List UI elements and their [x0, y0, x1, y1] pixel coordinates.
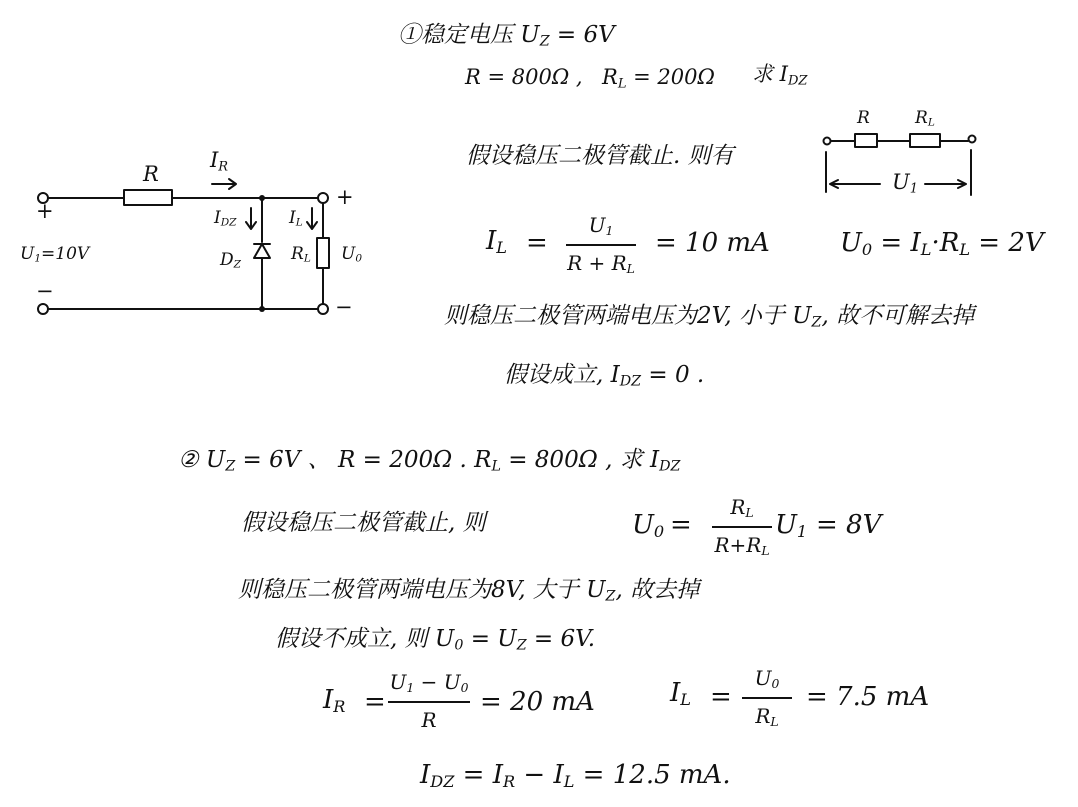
input-terminal-bottom	[38, 304, 48, 314]
part2-conclusion: 则稳压二极管两端电压为8V, 大于 $U_Z$, 故去掉	[238, 577, 700, 605]
part2-il-lhs: $I_L$	[670, 678, 691, 710]
part1-il-result: = 10 mA	[655, 228, 770, 258]
input-plus-sign: +	[36, 199, 54, 223]
zener-diode-symbol	[254, 244, 270, 258]
part2-il-result: = 7.5 mA	[806, 682, 930, 712]
input-voltage-label: $U_1=10V$	[20, 244, 90, 265]
fraction-numerator: $R_L$	[730, 495, 754, 521]
mini-resistor-rl	[910, 134, 940, 147]
part1-find: 求 $I_{DZ}$	[752, 62, 808, 89]
resistor-rl	[317, 238, 329, 268]
part2-ir-lhs: $I_R$	[323, 685, 346, 717]
part2-il-equals: =	[710, 682, 732, 712]
mini-arrow-right	[925, 180, 966, 188]
part2-il-fraction	[742, 668, 792, 728]
part2-u0-lhs: $U_0$	[632, 510, 665, 542]
part1-final: 假设成立, $I_{DZ} = 0$ .	[504, 362, 705, 390]
part2-u0-multiplier: $U_1$	[775, 510, 808, 542]
load-resistor-label: $R_L$	[291, 244, 311, 265]
part1-u0-formula: $U_0 = I_L\cdot R_L = 2V$	[840, 228, 1044, 260]
zener-label: $D_Z$	[220, 250, 241, 271]
mini-terminal-right	[969, 136, 976, 143]
part2-hold: 假设不成立, 则 $U_0 = U_Z = 6V$.	[275, 626, 596, 654]
fraction-numerator: $U_0$	[754, 666, 780, 692]
fraction-bar	[566, 244, 636, 246]
mini-terminal-left	[824, 138, 831, 145]
input-minus-sign: −	[36, 279, 54, 303]
part1-given-rl: $R_L = 200\Omega$	[602, 65, 715, 92]
part2-heading: ② $U_Z = 6V$ 、 R = 200Ω . $R_L = 800\Omega$ , 求 $I_{DZ}$	[178, 447, 681, 475]
mini-r-label: R	[857, 108, 870, 128]
current-il-label: $I_L$	[289, 208, 303, 229]
fraction-numerator: $U_1$	[588, 213, 614, 239]
mini-resistor-r	[855, 134, 877, 147]
output-plus-sign: +	[336, 185, 354, 209]
part2-assumption: 假设稳压二极管截止, 则	[241, 510, 486, 536]
part1-il-lhs: $I_L$	[486, 226, 507, 258]
fraction-bar	[712, 526, 772, 528]
current-ir-arrow	[212, 179, 236, 189]
part1-heading: ①稳定电压 $U_Z = 6V$	[398, 22, 615, 50]
resistor-r	[124, 190, 172, 205]
part1-conclusion: 则稳压二极管两端电压为2V, 小于 $U_Z$, 故不可解去掉	[444, 303, 975, 331]
fraction-bar	[388, 701, 470, 703]
part1-il-equals: =	[526, 228, 548, 258]
part2-u0-equals: =	[670, 510, 692, 540]
current-idz-arrow	[246, 208, 256, 229]
current-idz-label: $I_{DZ}$	[214, 208, 237, 229]
output-minus-sign: −	[335, 295, 353, 319]
current-ir-label: $I_R$	[210, 148, 229, 175]
part2-u0-fraction	[712, 497, 772, 557]
resistor-r-label: R	[143, 162, 159, 186]
part1-il-fraction	[566, 215, 636, 275]
output-terminal-top	[318, 193, 328, 203]
output-voltage-label: $U_0$	[341, 244, 363, 265]
part2-ir-fraction	[388, 672, 470, 730]
part2-u0-result: = 8V	[816, 510, 882, 540]
mini-arrow-left	[830, 180, 880, 188]
part2-ir-equals: =	[364, 687, 386, 717]
part2-ir-result: = 20 mA	[480, 687, 595, 717]
fraction-denominator: R	[421, 707, 437, 732]
fraction-bar	[742, 697, 792, 699]
fraction-denominator: $R + R_L$	[567, 250, 635, 276]
fraction-numerator: $U_1 - U_0$	[389, 670, 469, 696]
mini-u1-label: $U_1$	[892, 170, 918, 197]
part2-idz-formula: $I_{DZ} = I_R - I_L = 12.5$ mA.	[420, 760, 731, 792]
fraction-denominator: $R_L$	[755, 703, 779, 729]
current-il-arrow	[307, 208, 317, 229]
part1-given-r: R = 800Ω ,	[465, 65, 583, 89]
fraction-denominator: $R+R_L$	[714, 532, 770, 558]
output-terminal-bottom	[318, 304, 328, 314]
mini-rl-label: $R_L$	[915, 108, 935, 129]
part1-assumption: 假设稳压二极管截止. 则有	[466, 143, 734, 169]
